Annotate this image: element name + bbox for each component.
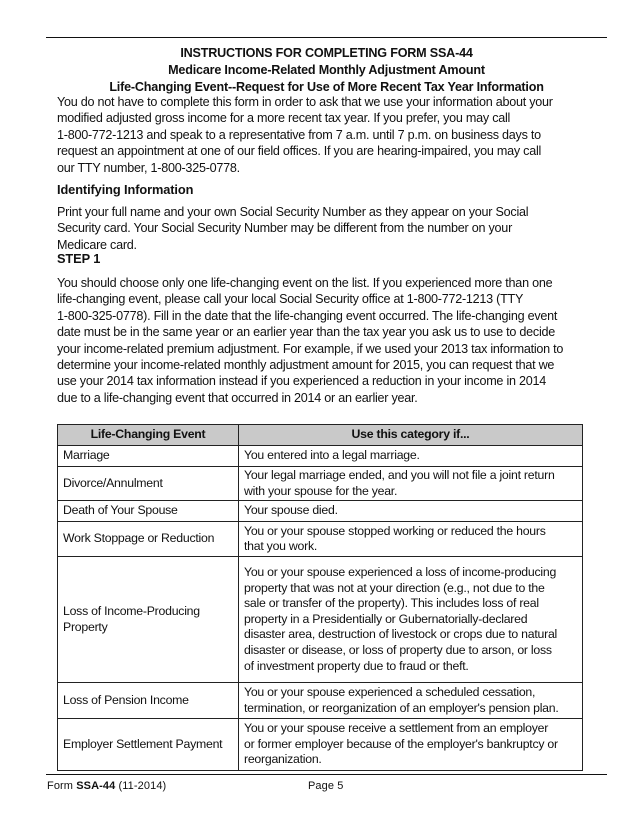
text-line: You should choose only one life-changing event on the list. If you experienced more than one [57,276,553,290]
top-rule [46,37,607,38]
text-line: sale or transfer of the property). This includes loss of real [244,596,539,611]
step1-heading: STEP 1 [57,251,101,266]
text-line: disaster or disease, or loss of property due to arson, or loss [244,643,552,658]
text-line: determine your income-related monthly adjustment amount for 2015, you can request that we [57,358,555,373]
header-event: Life-Changing Event [58,425,239,446]
text-line: your income-related premium adjustment. For example, if we used your 2013 tax information to [57,341,564,356]
text-line: 1-800-325-0778). Fill in the date that the life-changing event occurred. The life-changing event [57,308,558,323]
form-date: (11-2014) [118,780,167,792]
text-line: modified adjusted gross income for a more recent tax year. If you prefer, you may call [57,111,511,126]
category-cell [239,522,583,557]
category-cell [239,467,583,501]
category-cell [239,501,583,522]
category-cell [239,446,583,467]
table-row [58,683,583,719]
text-line: You or your spouse experienced a scheduled cessation, [244,685,536,700]
text-line: life-changing event, please call your local Social Security office at 1-800-772-1213 (TTY [57,292,524,307]
category-cell [239,557,583,683]
table-row [58,557,583,683]
event-cell [58,501,239,522]
table-row [58,522,583,557]
text-line: due to a life-changing event that occurred in 2014 or an earlier year. [57,390,418,405]
event-cell [58,467,239,501]
text-line: of investment property due to fraud or theft. [244,658,469,673]
event-cell [58,522,239,557]
step1-paragraph [57,275,563,406]
text-line: property in a Presidentially or Gubernatorially-declared [244,611,528,626]
event-cell [58,719,239,771]
text-line: with your spouse for the year. [244,483,398,498]
text-line: You do not have to complete this form in order to ask that we use your information about your [57,95,553,109]
text-line: Medicare Income-Related Monthly Adjustment Amount [168,63,485,77]
footer-rule [46,774,607,775]
text-line: INSTRUCTIONS FOR COMPLETING FORM SSA-44 [180,46,473,60]
form-prefix: Form [47,780,74,792]
text-line: Medicare card. [57,237,137,252]
event-cell [58,683,239,719]
text-line: Death of Your Spouse [63,503,178,518]
table-header-row [58,425,583,446]
text-line: disaster area, destruction of livestock or crops due to natural [244,627,558,642]
text-line: Employer Settlement Payment [63,736,223,751]
event-cell [58,557,239,683]
text-line: that you work. [244,539,318,554]
text-line: property that was not at your direction (e.g., not due to the [244,580,545,595]
text-line: You entered into a legal marriage. [244,448,420,463]
header-category: Use this category if... [239,425,583,446]
text-line: Work Stoppage or Reduction [63,531,215,546]
intro-paragraph [57,94,553,176]
form-number: SSA-44 [76,780,116,792]
text-line: Marriage [63,448,110,463]
table-row [58,446,583,467]
life-changing-event-table [57,424,583,771]
text-line: You or your spouse stopped working or reduced the hours [244,523,546,538]
text-line: You or your spouse experienced a loss of income-producing [244,565,557,580]
table-row [58,719,583,771]
text-line: termination, or reorganization of an employer's pension plan. [244,700,559,715]
text-line: Loss of Income-Producing [63,604,200,619]
identifying-paragraph [57,204,528,253]
category-cell [239,683,583,719]
text-line: 1-800-772-1213 and speak to a representative from 7 a.m. until 7 p.m. on business days to [57,127,541,142]
text-line: Security card. Your Social Security Number may be different from the number on your [57,221,513,236]
text-line: Loss of Pension Income [63,692,189,707]
event-cell [58,446,239,467]
text-line: request an appointment at one of our field offices. If you are hearing-impaired, you may call [57,144,542,159]
page-number: Page 5 [308,780,344,792]
text-line: You or your spouse receive a settlement from an employer [244,721,549,736]
text-line: Print your full name and your own Social Security Number as they appear on your Social [57,205,529,219]
text-line: our TTY number, 1-800-325-0778. [57,160,240,175]
text-line: reorganization. [244,752,322,767]
category-cell [239,719,583,771]
text-line: use your 2014 tax information instead if you experienced a reduction in your income in 2014 [57,374,547,389]
table-row [58,467,583,501]
text-line: or former employer because of the employer's bankruptcy or [244,736,558,751]
text-line: Life-Changing Event--Request for Use of More Recent Tax Year Information [109,80,544,94]
page-title [46,45,607,96]
text-line: date must be in the same year or an earlier year than the tax year you ask us to use to decide [57,325,556,340]
form-id [47,780,166,792]
text-line: Your legal marriage ended, and you will not file a joint return [244,468,555,482]
table-row [58,501,583,522]
text-line: Your spouse died. [244,503,338,518]
text-line: Divorce/Annulment [63,475,163,490]
identifying-heading: Identifying Information [57,182,194,197]
text-line: Property [63,619,108,634]
